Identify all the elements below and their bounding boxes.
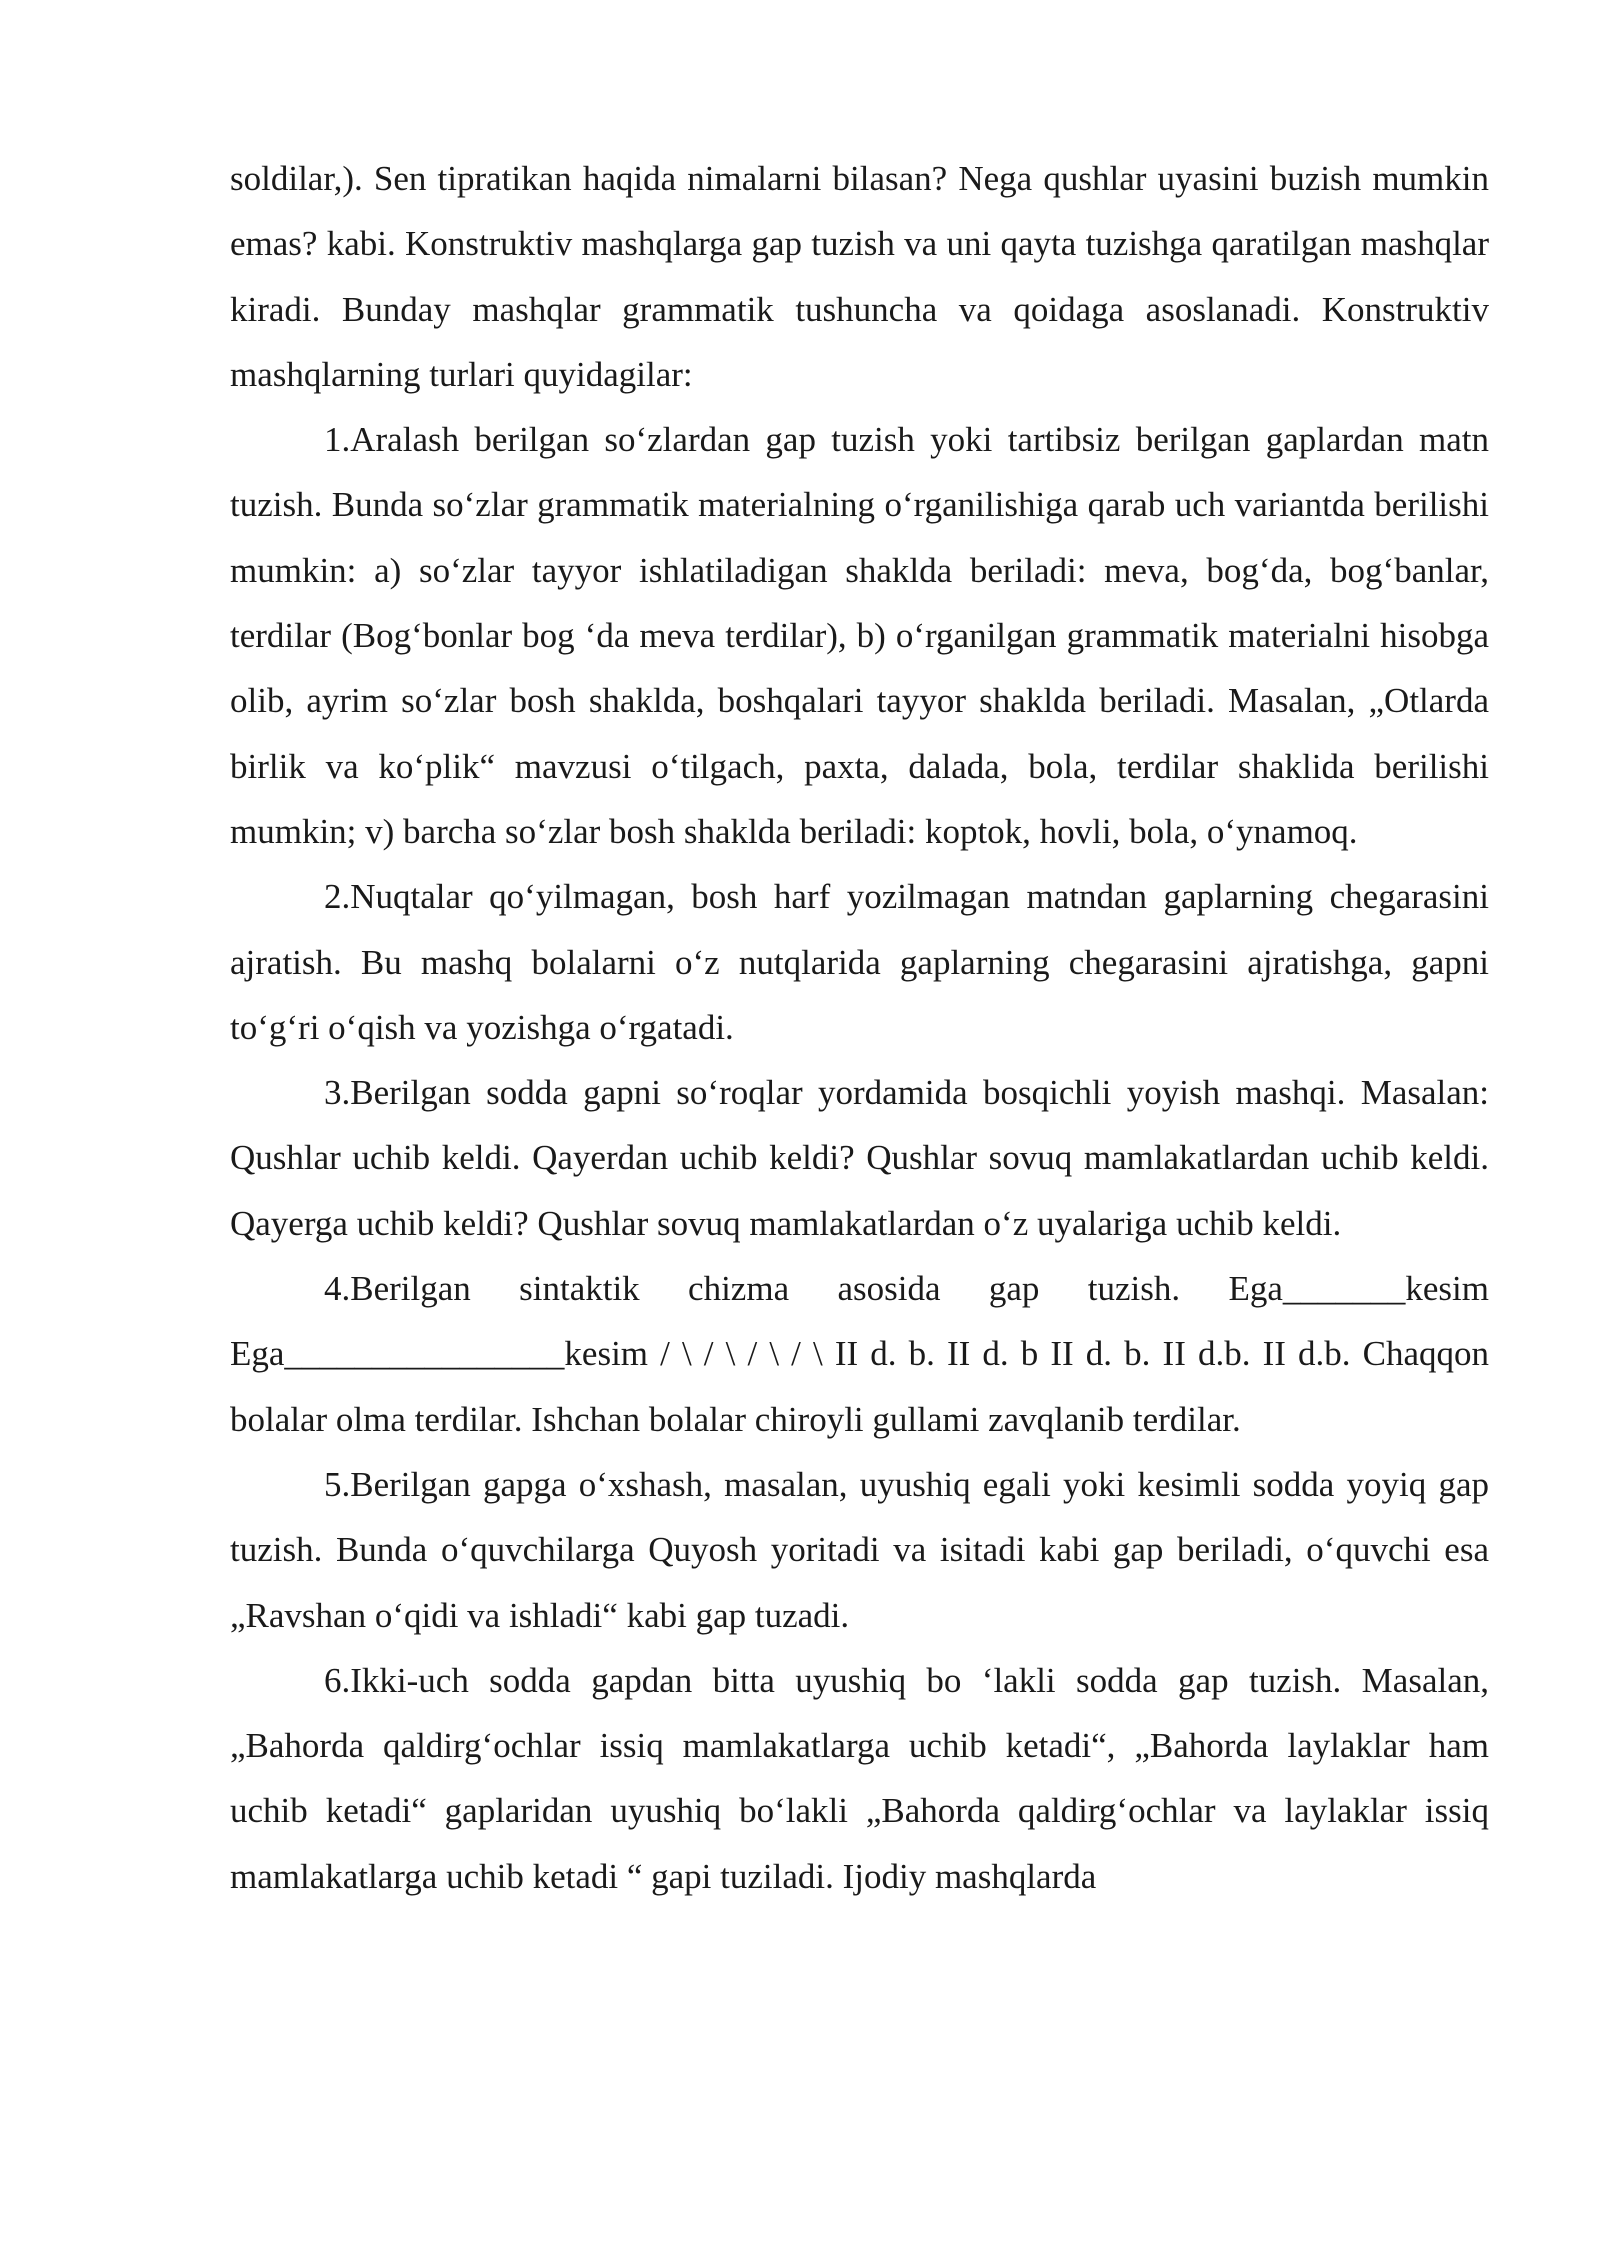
paragraph-item-5: 5.Berilgan gapga o‘xshash, masalan, uyushiq egali yoki kesimli sodda yoyiq gap tuzish. Bunda o‘quvchilarga Quyosh yoritadi va isitadi kabi gap beriladi, o‘quvchi esa „Ravshan o‘qidi va ishladi“ kabi gap tuzadi.	[230, 1464, 1489, 1635]
paragraph-item-2: 2.Nuqtalar qo‘yilmagan, bosh harf yozilmagan matndan gaplarning chegarasini ajratish. Bu mashq bolalarni o‘z nutqlarida gaplarning chegarasini ajratishga, gapni to‘g‘ri o‘qish va yozishga o‘rgatadi.	[230, 877, 1489, 1047]
paragraph-item-6: 6.Ikki-uch sodda gapdan bitta uyushiq bo ‘lakli sodda gap tuzish. Masalan, „Bahorda qaldirg‘ochlar issiq mamlakatlarga uchib ketadi“, „Bahorda laylaklar ham uchib ketadi“ gaplaridan uyushiq bo‘lakli „Bahorda qaldirg‘ochlar va laylaklar issiq mamlakatlarga uchib ketadi “ gapi tuziladi. Ijodiy mashqlarda	[230, 1660, 1489, 1896]
paragraph-intro: soldilar,). Sen tipratikan haqida nimalarni bilasan? Nega qushlar uyasini buzish mumkin emas? kabi. Konstruktiv mashqlarga gap tuzish va uni qayta tuzishga qaratilgan mashqlar kiradi. Bunday mashqlar grammatik tushuncha va qoidaga asoslanadi. Konstruktiv mashqlarning turlari quyidagilar:	[230, 159, 1489, 394]
paragraph-item-4: 4.Berilgan sintaktik chizma asosida gap tuzish. Ega_______kesim Ega________________kesim / \ / \ / \ / \ II d. b. II d. b II d. b. II d.b. II d.b. Chaqqon bolalar olma terdilar. Ishchan bolalar chiroyli gullami zavqlanib terdilar.	[230, 1269, 1489, 1439]
paragraph-item-1: 1.Aralash berilgan so‘zlardan gap tuzish yoki tartibsiz berilgan gaplardan matn tuzish. Bunda so‘zlar grammatik materialning o‘rganilishiga qarab uch variantda berilishi mumkin: a) so‘zlar tayyor ishlatiladigan shaklda beriladi: meva, bog‘da, bog‘banlar, terdilar (Bog‘bonlar bog ‘da meva terdilar), b) o‘rganilgan grammatik materialni hisobga olib, ayrim so‘zlar bosh shaklda, boshqalari tayyor shaklda beriladi. Masalan, „Otlarda birlik va ko‘plik“ mavzusi o‘tilgach, paxta, dalada, bola, terdilar shaklida berilishi mumkin; v) barcha so‘zlar bosh shaklda beriladi: koptok, hovli, bola, o‘ynamoq.	[230, 420, 1489, 851]
paragraph-item-3: 3.Berilgan sodda gapni so‘roqlar yordamida bosqichli yoyish mashqi. Masalan: Qushlar uchib keldi. Qayerdan uchib keldi? Qushlar sovuq mamlakatlardan uchib keldi. Qayerga uchib keldi? Qushlar sovuq mamlakatlardan o‘z uyalariga uchib keldi.	[230, 1073, 1489, 1243]
document-page	[230, 146, 1489, 1909]
